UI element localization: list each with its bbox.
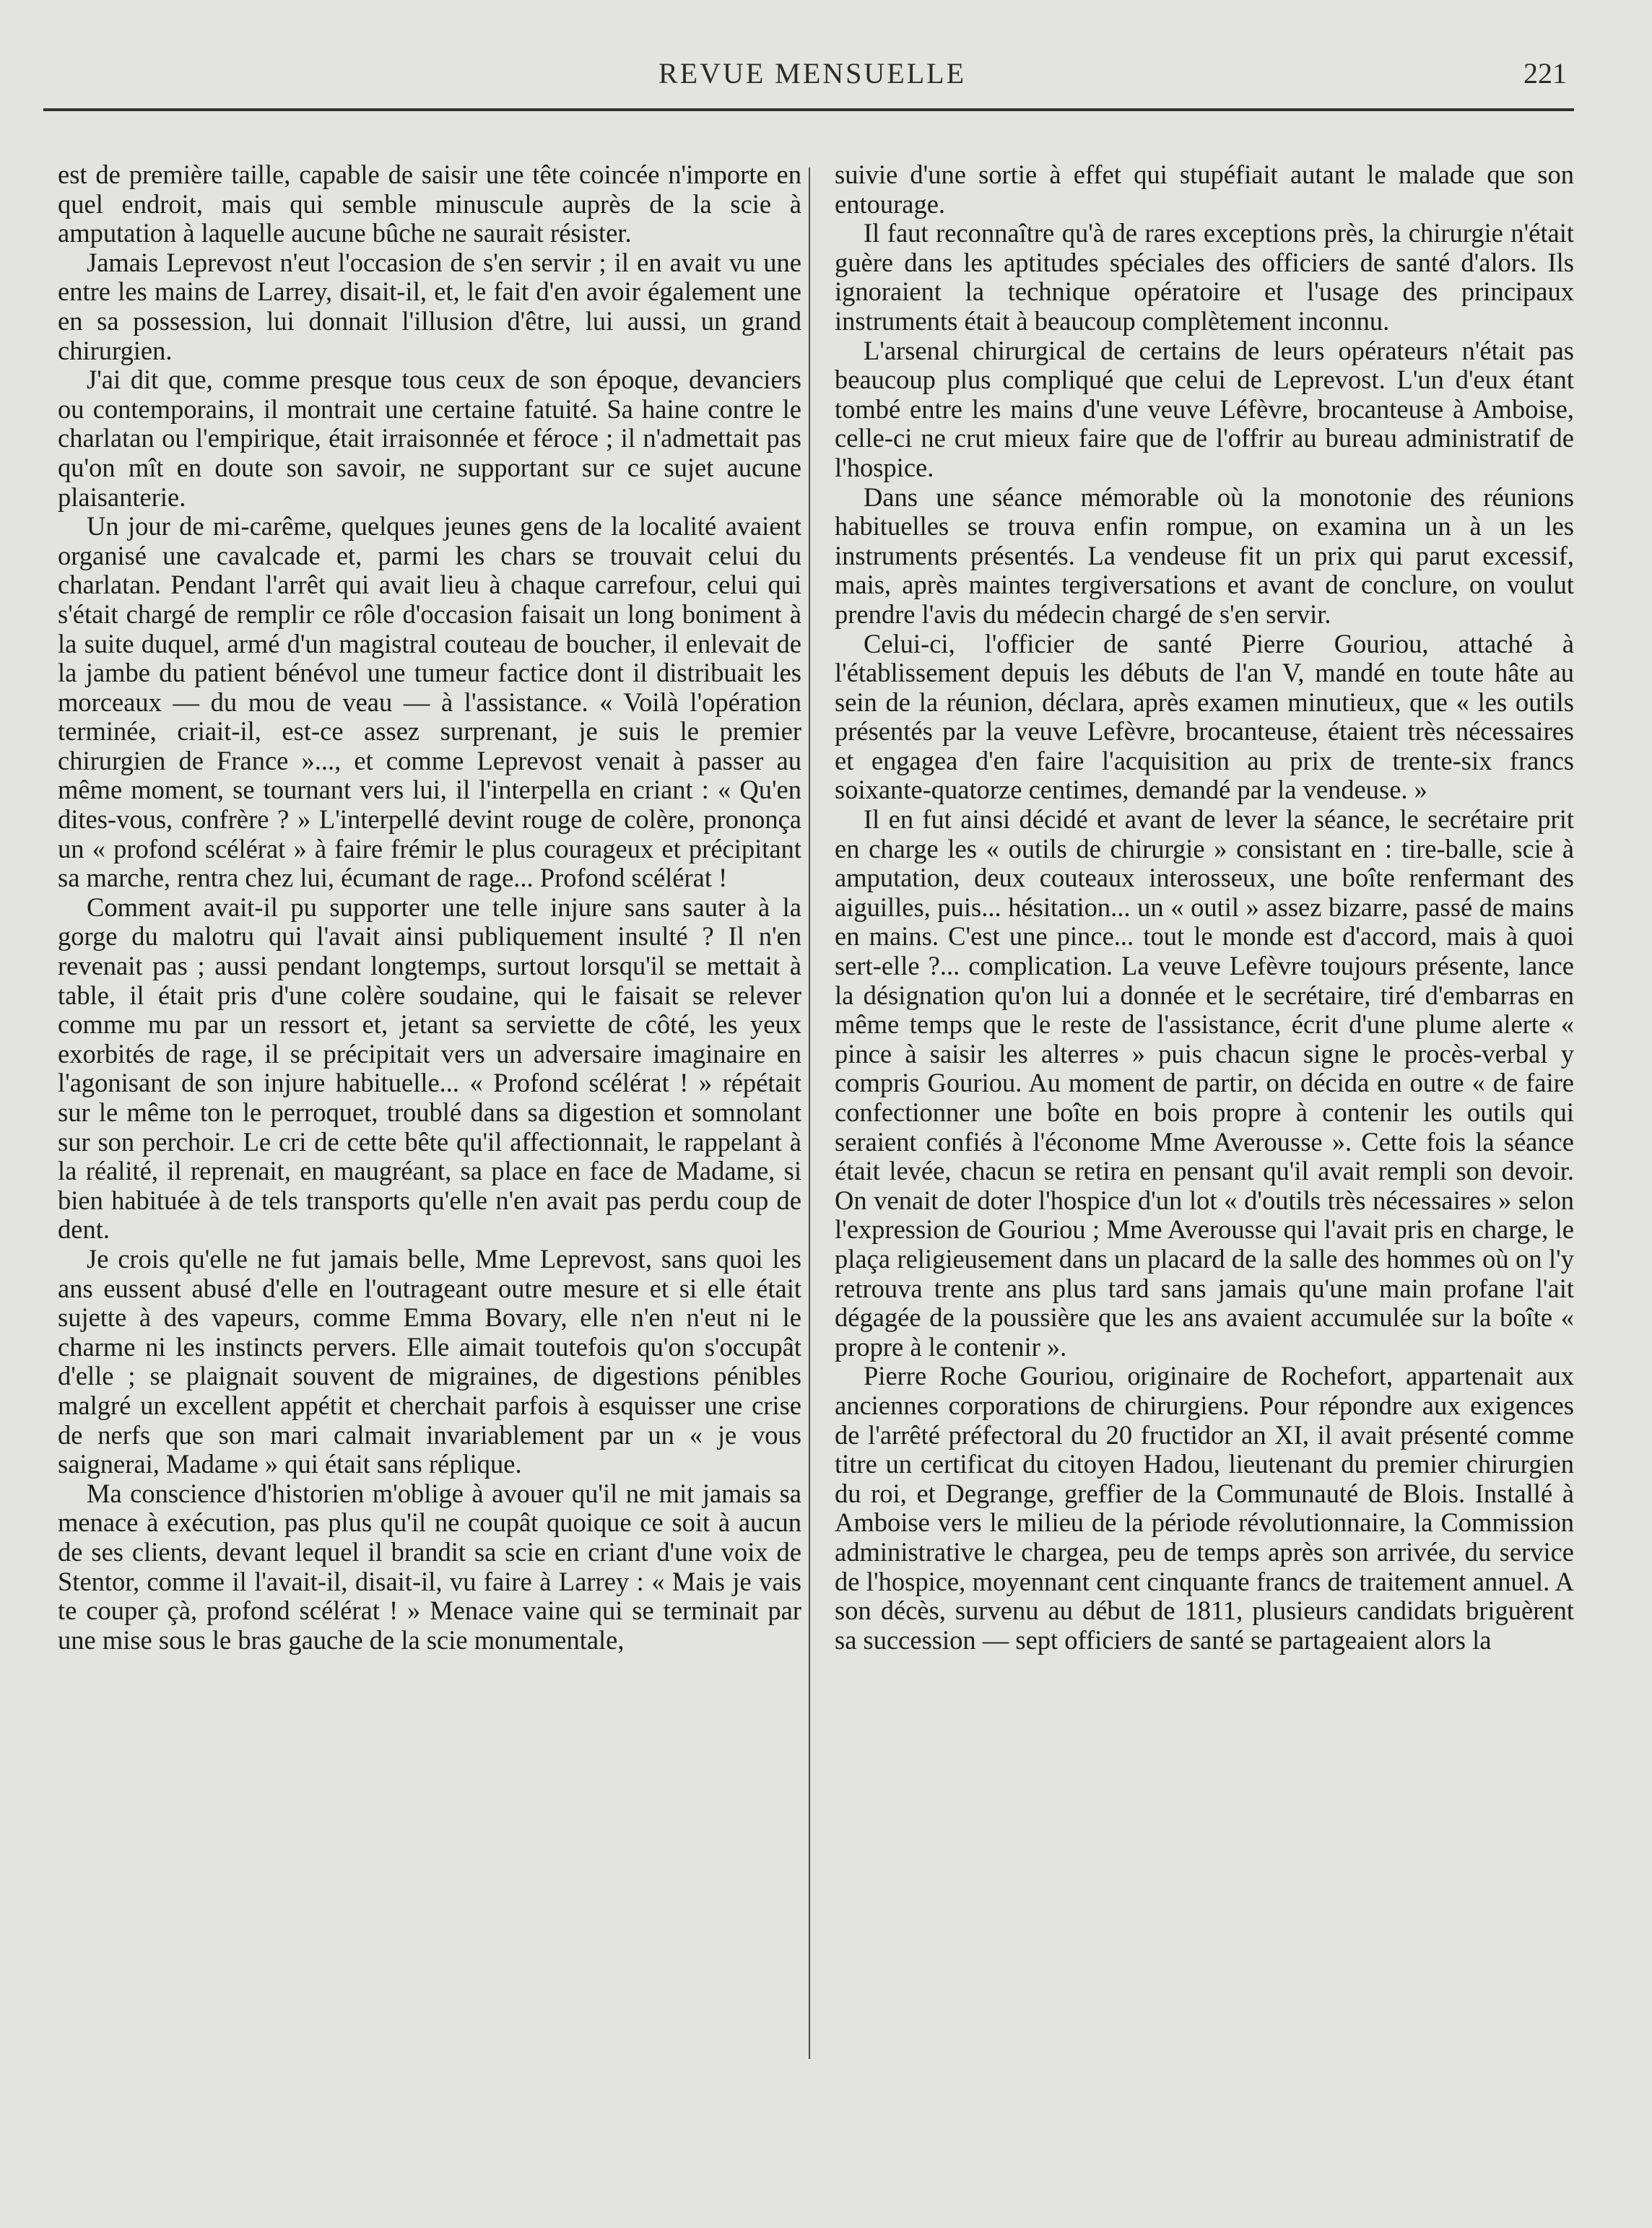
- paragraph: Celui-ci, l'officier de santé Pierre Gouriou, attaché à l'établissement depuis les débuts de l'an V, mandé en toute hâte au sein de la réunion, déclara, après examen minutieux, que « les outils présentés par la veuve Lefèvre, brocanteuse, étaient très nécessaires et engagea d'en faire l'acquisition au prix de trente-six francs soixante-quatorze centimes, demandé par la vendeuse. »: [835, 628, 1574, 805]
- paragraph: Un jour de mi-carême, quelques jeunes gens de la localité avaient organisé une cavalcade et, parmi les chars se trouvait celui du charlatan. Pendant l'arrêt qui avait lieu à chaque carrefour, celui qui s'était chargé de remplir ce rôle d'occasion faisait un long boniment à la suite duquel, armé d'un magistral couteau de boucher, il enlevait de la jambe du patient bénévol une tumeur factice dont il distribuait les morceaux — du mou de veau — à l'assistance. « Voilà l'opération terminée, criait-il, est-ce assez surprenant, je suis le premier chirurgien de France »..., et comme Leprevost venait à passer au même moment, se tournant vers lui, il l'interpella en criant : « Qu'en dites-vous, confrère ? » L'interpellé devint rouge de colère, prononça un « profond scélérat » à faire frémir le plus courageux et précipitant sa marche, rentra chez lui, écumant de rage... Profond scélérat !: [58, 511, 801, 893]
- paragraph: suivie d'une sortie à effet qui stupéfiait autant le malade que son entourage.: [835, 160, 1574, 219]
- paragraph: Pierre Roche Gouriou, originaire de Rochefort, appartenait aux anciennes corporations de chirurgiens. Pour répondre aux exigences de l'arrêté préfectoral du 20 fructidor an XI, il avait présenté comme titre un certificat du citoyen Hadou, lieutenant du premier chirurgien du roi, et Degrange, greffier de la Communauté de Blois. Installé à Amboise vers le milieu de la période révolutionnaire, la Commission administrative le chargea, peu de temps après son arrivée, du service de l'hospice, moyennant cent cinquante francs de traitement annuel. A son décès, survenu au début de 1811, plusieurs candidats briguèrent sa succession — sept officiers de santé se partageaient alors la: [835, 1361, 1574, 1655]
- paragraph: Ma conscience d'historien m'oblige à avouer qu'il ne mit jamais sa menace à exécution, pas plus qu'il ne coupât quoique ce soit à aucun de ses clients, devant lequel il brandit sa scie en criant d'une voix de Stentor, comme il l'avait-il, disait-il, vu faire à Larrey : « Mais je vais te couper çà, profond scélérat ! » Menace vaine qui se terminait par une mise sous le bras gauche de la scie monumentale,: [58, 1478, 801, 1655]
- header-rule: [43, 108, 1574, 111]
- paragraph: Dans une séance mémorable où la monotonie des réunions habituelles se trouva enfin rompue, on examina un à un les instruments présentés. La vendeuse fit un prix qui parut excessif, mais, après maintes tergiversations et avant de conclure, on voulut prendre l'avis du médecin chargé de s'en servir.: [835, 482, 1574, 629]
- paragraph: Il faut reconnaître qu'à de rares exceptions près, la chirurgie n'était guère dans les aptitudes spéciales des officiers de santé d'alors. Ils ignoraient la technique opératoire et l'usage des principaux instruments était à beaucoup complètement inconnu.: [835, 218, 1574, 336]
- paragraph: J'ai dit que, comme presque tous ceux de son époque, devanciers ou contemporains, il montrait une certaine fatuité. Sa haine contre le charlatan ou l'empirique, était irraisonnée et féroce ; il n'admettait pas qu'on mît en doute son savoir, ne supportant sur ce sujet aucune plaisanterie.: [58, 365, 801, 512]
- paragraph: L'arsenal chirurgical de certains de leurs opérateurs n'était pas beaucoup plus compliqué que celui de Leprevost. L'un d'eux étant tombé entre les mains d'une veuve Léfèvre, brocanteuse à Amboise, celle-ci ne crut mieux faire que de l'offrir au bureau administratif de l'hospice.: [835, 335, 1574, 482]
- paragraph: Comment avait-il pu supporter une telle injure sans sauter à la gorge du malotru qui l'avait ainsi publiquement insulté ? Il n'en revenait pas ; aussi pendant longtemps, surtout lorsqu'il se mettait à table, il était pris d'une colère soudaine, qui le faisait se relever comme mu par un ressort et, jetant sa serviette de côté, les yeux exorbités de rage, il se précipitait vers un adversaire imaginaire en l'agonisant de son injure habituelle... « Profond scélérat ! » répétait sur le même ton le perroquet, troublé dans sa digestion et somnolant sur son perchoir. Le cri de cette bête qu'il affectionnait, le rappelant à la réalité, il reprenait, en maugréant, sa place en face de Madame, si bien habituée à de tels transports qu'elle n'en avait pas perdu coup de dent.: [58, 892, 801, 1245]
- paragraph: est de première taille, capable de saisir une tête coincée n'importe en quel endroit, mais qui semble minuscule auprès de la scie à amputation à laquelle aucune bûche ne saurait résister.: [58, 160, 801, 248]
- page-number: 221: [1523, 57, 1567, 90]
- paragraph: Je crois qu'elle ne fut jamais belle, Mme Leprevost, sans quoi les ans eussent abusé d'elle en l'outrageant outre mesure et si elle était sujette à des vapeurs, comme Emma Bovary, elle n'en n'eut ni le charme ni les instincts pervers. Elle aimait toutefois qu'on s'occupât d'elle ; se plaignait souvent de migraines, de digestions pénibles malgré un excellent appétit et cherchait parfois à esquisser une crise de nerfs que son mari calmait invariablement par un « je vous saignerai, Madame » qui était sans réplique.: [58, 1243, 801, 1479]
- column-divider: [809, 167, 810, 2059]
- paragraph: Il en fut ainsi décidé et avant de lever la séance, le secrétaire prit en charge les « outils de chirurgie » consistant en : tire-balle, scie à amputation, deux couteaux interosseux, une boîte renfermant des aiguilles, puis... hésitation... un « outil » assez bizarre, passé de mains en mains. C'est une pince... tout le monde est d'accord, mais à quoi sert-elle ?... complication. La veuve Lefèvre toujours présente, lance la désignation qu'on lui a donnée et le secrétaire, tiré d'embarras en même temps que le reste de l'assistance, écrit d'une plume alerte « pince à saisir les alterres » puis chacun signe le procès-verbal y compris Gouriou. Au moment de partir, on décida en outre « de faire confectionner une boîte en bois propre à contenir les outils qui seraient confiés à l'économe Mme Averousse ». Cette fois la séance était levée, chacun se retira en pensant qu'il avait rempli son devoir. On venait de doter l'hospice d'un lot « d'outils très nécessaires » selon l'expression de Gouriou ; Mme Averousse qui l'avait pris en charge, le plaça religieusement dans un placard de la salle des hommes où on l'y retrouva trente ans plus tard sans jamais qu'une main profane l'ait dégagée de la poussière que les ans avaient accumulée sur la boîte « propre à le contenir ».: [835, 804, 1574, 1362]
- running-title: REVUE MENSUELLE: [658, 57, 967, 90]
- paragraph: Jamais Leprevost n'eut l'occasion de s'en servir ; il en avait vu une entre les mains de Larrey, disait-il, et, le fait d'en avoir également une en sa possession, lui donnait l'illusion d'être, lui aussi, un grand chirurgien.: [58, 247, 801, 365]
- page-header: [58, 56, 1567, 100]
- left-column: [58, 160, 801, 1655]
- right-column: [835, 160, 1574, 1655]
